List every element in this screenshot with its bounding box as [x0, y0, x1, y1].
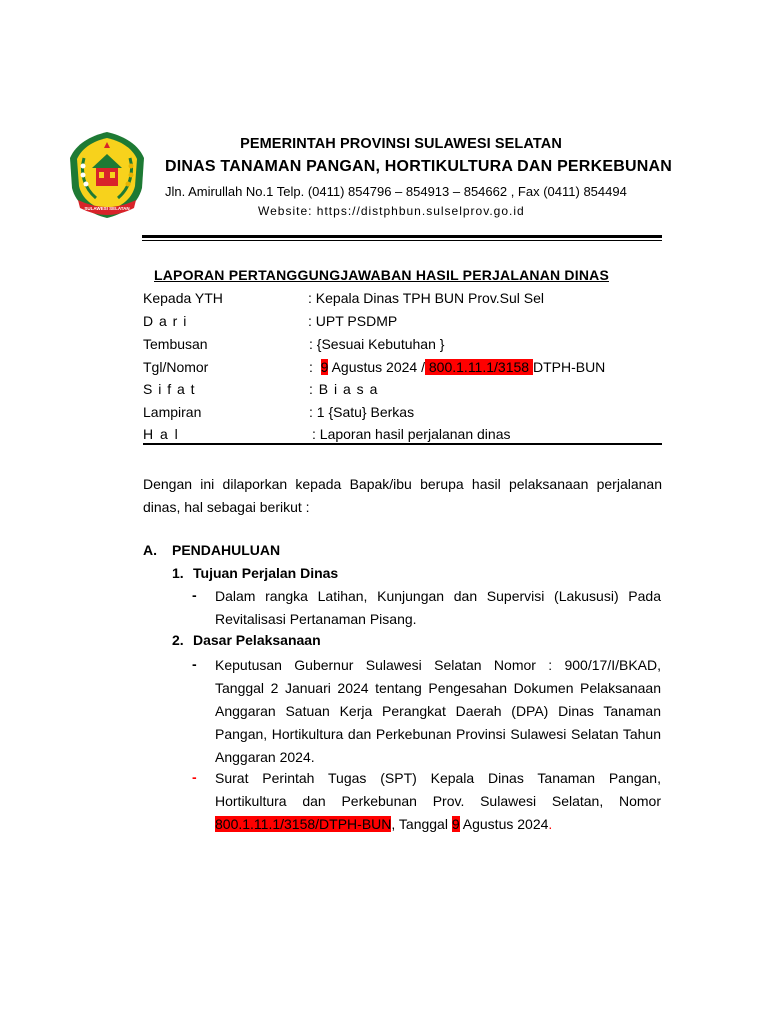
highlighted-day: 9 — [451, 816, 460, 832]
meta-divider — [143, 443, 662, 445]
bullet-dash: - — [192, 656, 197, 672]
meta-value: : Laporan hasil perjalanan dinas — [312, 426, 511, 442]
svg-text:SULAWESI SELATAN: SULAWESI SELATAN — [84, 206, 130, 211]
agency-website: Website: https://distphbun.sulselprov.go.id — [258, 204, 525, 218]
report-title: LAPORAN PERTANGGUNGJAWABAN HASIL PERJALANAN DINAS — [154, 267, 609, 283]
bullet-text: Dalam rangka Latihan, Kunjungan dan Supervisi (Lakususi) Pada Revitalisasi Pertanaman Pisang. — [215, 588, 661, 627]
intro-paragraph: Dengan ini dilaporkan kepada Bapak/ibu berupa hasil pelaksanaan perjalanan dinas, hal sebagai berikut : — [143, 476, 662, 515]
meta-value: : B i a s a — [309, 381, 379, 397]
meta-row-dari — [143, 313, 663, 333]
spt-date-label: , Tanggal — [391, 816, 452, 832]
government-name: PEMERINTAH PROVINSI SULAWESI SELATAN — [240, 136, 562, 152]
meta-value: : {Sesuai Kebutuhan } — [309, 336, 445, 352]
bullet-dash: - — [192, 587, 197, 603]
highlighted-spt-number: 800.1.11.1/3158/DTPH-BUN — [215, 816, 392, 832]
agency-address: Jln. Amirullah No.1 Telp. (0411) 854796 – 854913 – 854662 , Fax (0411) 854494 — [165, 184, 627, 199]
meta-value — [309, 359, 605, 375]
tgl-month-year: Agustus 2024 / — [328, 359, 425, 375]
spt-text: Surat Perintah Tugas (SPT) Kepala Dinas Tanaman Pangan, Hortikultura dan Perkebunan Prov. Sulawesi Selatan, Nomor — [215, 770, 661, 809]
subsection-number: 1. — [172, 565, 184, 581]
meta-label: Tgl/Nomor — [143, 359, 209, 375]
meta-row-tembusan — [143, 336, 663, 356]
tgl-prefix: : — [309, 359, 321, 375]
bullet-dash: - — [192, 769, 197, 785]
meta-value: : 1 {Satu} Berkas — [309, 404, 415, 420]
highlighted-day: 9 — [320, 359, 329, 375]
bullet-text — [215, 767, 661, 836]
agency-name: DINAS TANAMAN PANGAN, HORTIKULTURA DAN PERKEBUNAN — [165, 158, 672, 175]
meta-label: Lampiran — [143, 404, 202, 420]
highlighted-letter-number: 800.1.11.1/3158 — [425, 359, 533, 375]
meta-value: : Kepala Dinas TPH BUN Prov.Sul Sel — [308, 290, 545, 306]
meta-label: S i f a t — [143, 381, 196, 397]
subsection-number: 2. — [172, 632, 184, 648]
meta-label: Tembusan — [143, 336, 208, 352]
letterhead-divider-thick — [142, 235, 662, 238]
spt-final-period: . — [548, 816, 553, 832]
section-title: PENDAHULUAN — [172, 542, 281, 558]
tgl-suffix: DTPH-BUN — [532, 359, 606, 375]
meta-row-sifat — [143, 381, 663, 401]
subsection-title: Dasar Pelaksanaan — [193, 632, 321, 648]
subsection-title: Tujuan Perjalan Dinas — [193, 565, 339, 581]
spt-month-year: Agustus 2024 — [459, 816, 549, 832]
meta-row-lampiran — [143, 404, 663, 424]
section-letter: A. — [143, 542, 157, 558]
letterhead-divider-thin — [142, 240, 662, 241]
meta-value: : UPT PSDMP — [308, 313, 398, 329]
meta-label: Kepada YTH — [143, 290, 223, 306]
meta-row-tgl-nomor — [143, 359, 663, 379]
bullet-text: Keputusan Gubernur Sulawesi Selatan Nomor : 900/17/I/BKAD, Tanggal 2 Januari 2024 tentang Pengesahan Dokumen Pelaksanaan Anggaran Satuan Kerja Perangkat Daerah (DPA) Dinas Tanaman Pangan, Hortikultura dan Perkebunan Provinsi Sulawesi Selatan Tahun Anggaran 2024. — [215, 657, 661, 765]
meta-label: D a r i — [143, 313, 188, 329]
meta-row-kepada — [143, 290, 663, 310]
meta-label: H a l — [143, 426, 180, 442]
